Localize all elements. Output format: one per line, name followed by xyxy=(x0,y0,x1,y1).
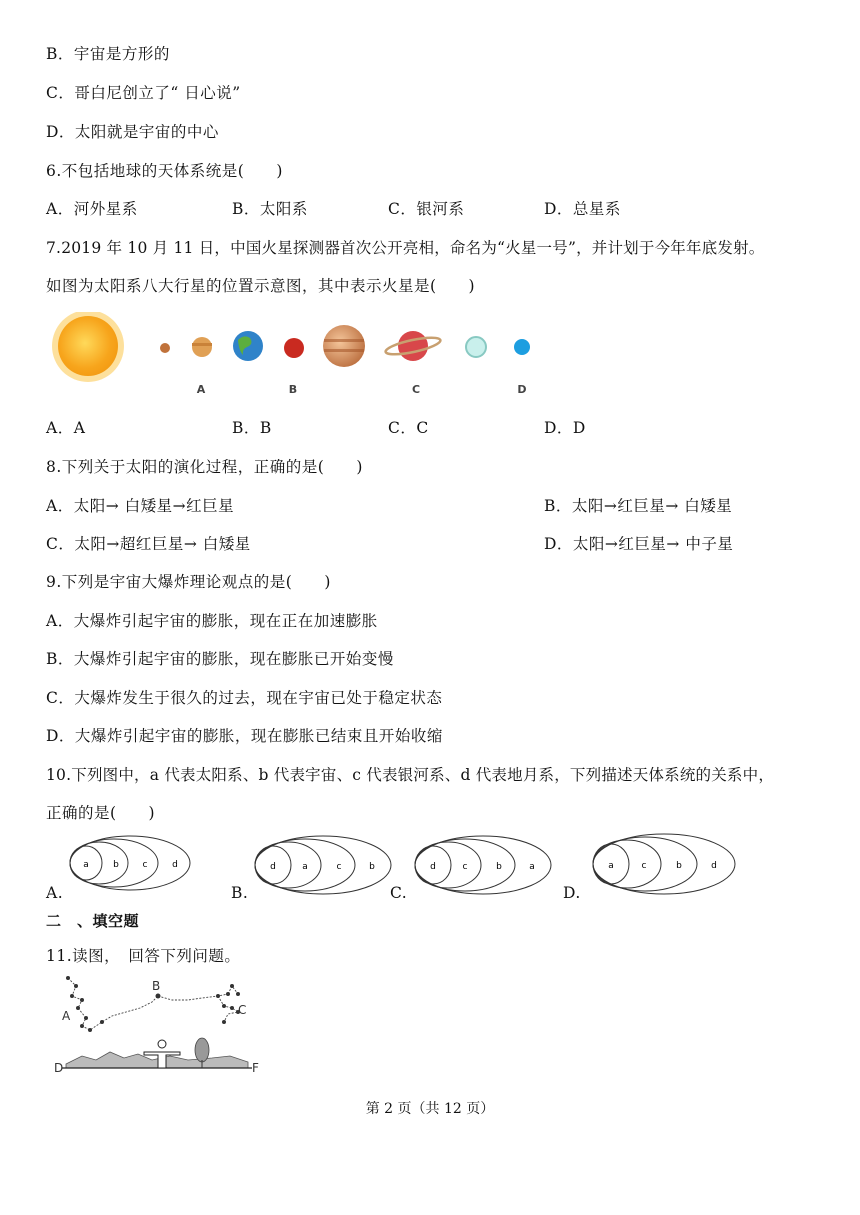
figure-label-a: A xyxy=(196,383,206,396)
earth-icon xyxy=(233,331,263,361)
q6-stem: 6.不包括地球的天体系统是( ) xyxy=(46,162,283,180)
q9-option-b: B．大爆炸引起宇宙的膨胀，现在膨胀已开始变慢 xyxy=(46,650,394,668)
q8-option-a: A．太阳→ 白矮星→红巨星 xyxy=(46,497,235,515)
ring-label: a xyxy=(529,862,535,872)
ring-label: b xyxy=(496,862,502,872)
ring-label: c xyxy=(142,860,148,870)
q8-option-b: B．太阳→红巨星→ 白矮星 xyxy=(544,497,733,515)
q10-option-c-diagram xyxy=(413,834,553,896)
q7-option-c: C．C xyxy=(388,419,429,437)
q6-option-c: C．银河系 xyxy=(388,200,465,218)
sun-icon xyxy=(52,312,124,382)
q10-stem-line1: 10.下列图中，a 代表太阳系、b 代表宇宙、c 代表银河系、d 代表地月系，下列描述天体系统的关系中， xyxy=(46,766,775,784)
ring-label: b xyxy=(113,860,119,870)
ring-label: d xyxy=(711,861,717,871)
figure-label-a: A xyxy=(62,1009,71,1023)
section-heading-fill-in: 二 、填空题 xyxy=(46,912,140,930)
q8-stem: 8.下列关于太阳的演化过程，正确的是( ) xyxy=(46,458,363,476)
ring-label: d xyxy=(270,862,276,872)
q9-option-d: D．大爆炸引起宇宙的膨胀，现在膨胀已结束且开始收缩 xyxy=(46,727,443,745)
q11-stem: 11.读图， 回答下列问题。 xyxy=(46,947,241,965)
q9-option-c: C．大爆炸发生于很久的过去，现在宇宙已处于稳定状态 xyxy=(46,689,443,707)
q6-option-b: B．太阳系 xyxy=(232,200,308,218)
uranus-icon xyxy=(466,337,486,357)
q10-option-c-label: C. xyxy=(390,884,408,902)
ring-label: a xyxy=(302,862,308,872)
q6-option-a: A．河外星系 xyxy=(46,200,138,218)
page-footer: 第 2 页（共 12 页） xyxy=(365,1101,495,1117)
figure-label-c: C xyxy=(238,1003,247,1017)
q8-option-c: C．太阳→超红巨星→ 白矮星 xyxy=(46,535,251,553)
figure-label-b: B xyxy=(288,383,298,396)
figure-label-b: B xyxy=(152,979,161,993)
q7-option-a: A．A xyxy=(46,419,86,437)
ring-label: c xyxy=(336,862,342,872)
mars-icon xyxy=(284,338,304,358)
ring-label: c xyxy=(641,861,647,871)
ring-label: b xyxy=(369,862,375,872)
ring-label: d xyxy=(430,862,436,872)
ring-label: c xyxy=(462,862,468,872)
ring-label: a xyxy=(83,860,89,870)
q7-stem-line2: 如图为太阳系八大行星的位置示意图，其中表示火星是( ) xyxy=(46,277,476,295)
q7-option-d: D．D xyxy=(544,419,586,437)
neptune-icon xyxy=(514,339,530,355)
q5-option-b: B．宇宙是方形的 xyxy=(46,45,170,63)
figure-label-d: D xyxy=(54,1061,64,1075)
ring-label: a xyxy=(608,861,614,871)
q7-stem-line1: 7.2019 年 10 月 11 日，中国火星探测器首次公开亮相，命名为“火星一号”，并计划于今年年底发射。 xyxy=(46,239,765,257)
q10-stem-line2: 正确的是( ) xyxy=(46,804,156,822)
q10-option-b-diagram xyxy=(253,834,393,896)
jupiter-icon xyxy=(323,325,365,367)
solar-system-figure xyxy=(48,312,548,402)
figure-label-d: D xyxy=(517,383,527,396)
saturn-icon xyxy=(384,331,441,361)
figure-label-c: C xyxy=(411,383,421,396)
q10-option-a-label: A. xyxy=(46,884,64,902)
venus-icon xyxy=(192,337,212,357)
ring-label: b xyxy=(676,861,682,871)
q5-option-c: C．哥白尼创立了“ 日心说” xyxy=(46,84,241,102)
q6-option-d: D．总星系 xyxy=(544,200,621,218)
q5-option-d: D．太阳就是宇宙的中心 xyxy=(46,123,219,141)
q7-option-b: B．B xyxy=(232,419,272,437)
q8-option-d: D．太阳→红巨星→ 中子星 xyxy=(544,535,734,553)
q9-option-a: A．大爆炸引起宇宙的膨胀，现在正在加速膨胀 xyxy=(46,612,378,630)
constellation-figure xyxy=(52,972,264,1080)
ring-label: d xyxy=(172,860,178,870)
q10-option-d-diagram xyxy=(591,832,737,896)
q10-option-d-label: D. xyxy=(563,884,581,902)
q10-option-b-label: B. xyxy=(231,884,249,902)
q10-option-a-diagram xyxy=(68,834,194,892)
mercury-icon xyxy=(160,343,170,353)
q9-stem: 9.下列是宇宙大爆炸理论观点的是( ) xyxy=(46,573,331,591)
figure-label-f: F xyxy=(252,1061,259,1075)
